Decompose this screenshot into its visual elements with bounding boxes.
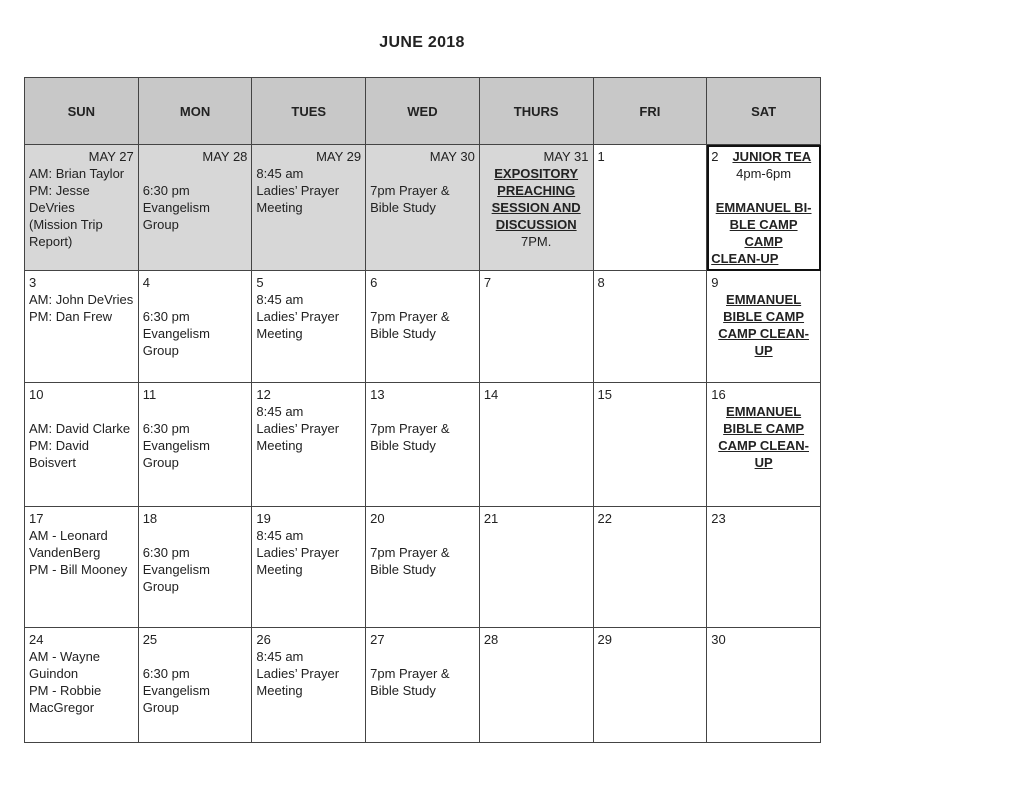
header-tues: TUES: [252, 78, 366, 145]
day-number: 8: [597, 275, 605, 290]
event-line: Report): [29, 234, 73, 249]
week-row: [25, 507, 821, 628]
day-cell-13: [366, 383, 480, 507]
day-cell-4: [138, 271, 252, 383]
day-number: 24: [29, 632, 44, 647]
event-line: Evangelism: [142, 438, 210, 453]
day-cell-15: [593, 383, 707, 507]
day-cell-25: [138, 628, 252, 743]
week-row: [25, 628, 821, 743]
day-number: MAY 28: [202, 149, 248, 164]
day-cell-1: [593, 145, 707, 271]
event-title: EMMANUEL: [726, 292, 802, 307]
header-sun: SUN: [25, 78, 139, 145]
day-cell-28: [479, 628, 593, 743]
event-line: Ladies’ Prayer: [256, 421, 340, 436]
event-line: AM: John DeVries: [29, 292, 134, 307]
day-cell-7: [479, 271, 593, 383]
event-time: 4pm-6pm: [736, 166, 792, 181]
event-title: BIBLE CAMP: [723, 309, 805, 324]
event-line: 7pm Prayer &: [370, 421, 450, 436]
day-number: 21: [483, 511, 499, 526]
event-title: BLE CAMP CAMP: [729, 217, 798, 249]
event-title: SESSION AND: [491, 200, 581, 215]
event-line: Evangelism: [142, 326, 210, 341]
day-number: 20: [370, 511, 385, 526]
event-line: 7pm Prayer &: [370, 666, 450, 681]
week-row: [25, 145, 821, 271]
event-title: JUNIOR TEA: [732, 149, 812, 164]
day-number: 10: [29, 387, 44, 402]
event-line: 6:30 pm: [142, 309, 190, 324]
event-title: EMMANUEL BI-: [715, 200, 812, 215]
day-number: 18: [142, 511, 158, 526]
day-cell-24: [25, 628, 139, 743]
day-cell-may-27: [25, 145, 139, 271]
event-line: AM: David Clarke: [29, 421, 131, 436]
event-line: 7pm Prayer &: [370, 183, 450, 198]
day-number: 1: [597, 149, 605, 164]
day-cell-18: [138, 507, 252, 628]
event-line: VandenBerg: [29, 545, 101, 560]
header-wed: WED: [366, 78, 480, 145]
event-title: CAMP CLEAN-: [718, 438, 809, 453]
event-line: 6:30 pm: [142, 666, 190, 681]
day-number: 28: [483, 632, 499, 647]
event-line: Bible Study: [370, 438, 436, 453]
day-number: MAY 31: [543, 149, 589, 164]
event-line: MacGregor: [29, 700, 95, 715]
day-number: [711, 148, 816, 165]
event-title: BIBLE CAMP: [723, 421, 805, 436]
week-row: [25, 271, 821, 383]
event-line: 8:45 am: [256, 528, 304, 543]
day-cell-may-31: [479, 145, 593, 271]
event-line: Group: [142, 700, 179, 715]
event-line: 8:45 am: [256, 166, 304, 181]
calendar-title: JUNE 2018: [379, 34, 465, 51]
day-number: 19: [256, 511, 271, 526]
event-line: 6:30 pm: [142, 183, 190, 198]
day-cell-3: [25, 271, 139, 383]
event-line: Group: [142, 579, 179, 594]
day-cell-may-28: [138, 145, 252, 271]
event-line: Ladies’ Prayer: [256, 309, 340, 324]
day-cell-12: [252, 383, 366, 507]
day-cell-11: [138, 383, 252, 507]
event-title: EMMANUEL: [726, 404, 802, 419]
event-line: Bible Study: [370, 200, 436, 215]
calendar-grid: [24, 77, 821, 743]
day-cell-29: [593, 628, 707, 743]
event-line: AM: Brian Taylor: [29, 166, 125, 181]
day-number: MAY 30: [429, 149, 475, 164]
day-number: 3: [29, 275, 37, 290]
day-number: 6: [370, 275, 378, 290]
event-line: Bible Study: [370, 683, 436, 698]
event-line: Meeting: [256, 562, 303, 577]
event-line: Ladies’ Prayer: [256, 545, 340, 560]
event-line: 7pm Prayer &: [370, 309, 450, 324]
day-cell-may-29: [252, 145, 366, 271]
event-title: UP: [754, 343, 773, 358]
header-sat: SAT: [707, 78, 821, 145]
event-time: 7PM.: [520, 234, 552, 249]
event-line: Evangelism: [142, 683, 210, 698]
day-cell-30: [707, 628, 821, 743]
day-cell-23: [707, 507, 821, 628]
week-row: [25, 383, 821, 507]
event-line: Ladies’ Prayer: [256, 666, 340, 681]
header-mon: MON: [138, 78, 252, 145]
day-number-text: 2: [711, 149, 719, 164]
day-cell-19: [252, 507, 366, 628]
event-line: Meeting: [256, 438, 303, 453]
day-number: MAY 27: [88, 149, 134, 164]
day-number: 7: [483, 275, 492, 290]
day-cell-21: [479, 507, 593, 628]
event-line: PM: David: [29, 438, 89, 453]
event-line: Meeting: [256, 683, 303, 698]
day-number: 4: [142, 275, 150, 290]
event-line: (Mission Trip: [29, 217, 103, 232]
day-number: 13: [370, 387, 385, 402]
event-line: Group: [142, 343, 179, 358]
day-cell-8: [593, 271, 707, 383]
day-number: MAY 29: [316, 149, 362, 164]
day-cell-27: [366, 628, 480, 743]
event-line: 7pm Prayer &: [370, 545, 450, 560]
event-line: PM: Dan Frew: [29, 309, 113, 324]
event-line: PM - Bill Mooney: [29, 562, 128, 577]
event-line: Ladies’ Prayer: [256, 183, 340, 198]
event-line: AM - Wayne: [29, 649, 101, 664]
event-line: Boisvert: [29, 455, 76, 470]
event-line: PM - Robbie: [29, 683, 102, 698]
day-number: 22: [597, 511, 612, 526]
day-cell-10: [25, 383, 139, 507]
header-fri: FRI: [593, 78, 707, 145]
day-cell-5: [252, 271, 366, 383]
event-line: 6:30 pm: [142, 421, 190, 436]
event-line: Meeting: [256, 200, 303, 215]
day-number: 26: [256, 632, 271, 647]
event-line: AM - Leonard: [29, 528, 108, 543]
day-cell-14: [479, 383, 593, 507]
day-number: 30: [711, 632, 726, 647]
event-line: 8:45 am: [256, 404, 304, 419]
event-title: EXPOSITORY: [494, 166, 579, 181]
day-number: 29: [597, 632, 612, 647]
day-cell-6: [366, 271, 480, 383]
header-thurs: THURS: [479, 78, 593, 145]
event-title: CAMP CLEAN-: [718, 326, 809, 341]
event-line: PM: Jesse DeVries: [29, 183, 90, 215]
day-number: 12: [256, 387, 271, 402]
event-line: Evangelism: [142, 200, 210, 215]
weekday-header-row: [25, 78, 821, 145]
event-line: Group: [142, 455, 179, 470]
event-line: Evangelism: [142, 562, 210, 577]
event-line: 8:45 am: [256, 292, 304, 307]
day-number: 9: [711, 275, 719, 290]
day-cell-17: [25, 507, 139, 628]
event-title: PREACHING: [497, 183, 576, 198]
day-number: 15: [597, 387, 612, 402]
day-number: 23: [711, 511, 726, 526]
day-number: 14: [483, 387, 499, 402]
event-title: CLEAN-UP: [711, 251, 779, 266]
day-cell-22: [593, 507, 707, 628]
day-cell-may-30: [366, 145, 480, 271]
day-cell-2: [707, 145, 821, 271]
event-line: Group: [142, 217, 179, 232]
event-line: Bible Study: [370, 326, 436, 341]
day-number: 27: [370, 632, 385, 647]
day-number: 25: [142, 632, 158, 647]
day-cell-9: [707, 271, 821, 383]
day-cell-26: [252, 628, 366, 743]
day-number: 11: [142, 387, 157, 402]
day-cell-16: [707, 383, 821, 507]
event-line: Guindon: [29, 666, 79, 681]
event-line: Bible Study: [370, 562, 436, 577]
day-number: 5: [256, 275, 264, 290]
event-line: 6:30 pm: [142, 545, 190, 560]
day-number: 16: [711, 387, 726, 402]
event-title: DISCUSSION: [495, 217, 577, 232]
day-number: 17: [29, 511, 44, 526]
event-line: 8:45 am: [256, 649, 304, 664]
event-title: UP: [754, 455, 773, 470]
day-cell-20: [366, 507, 480, 628]
event-line: Meeting: [256, 326, 303, 341]
